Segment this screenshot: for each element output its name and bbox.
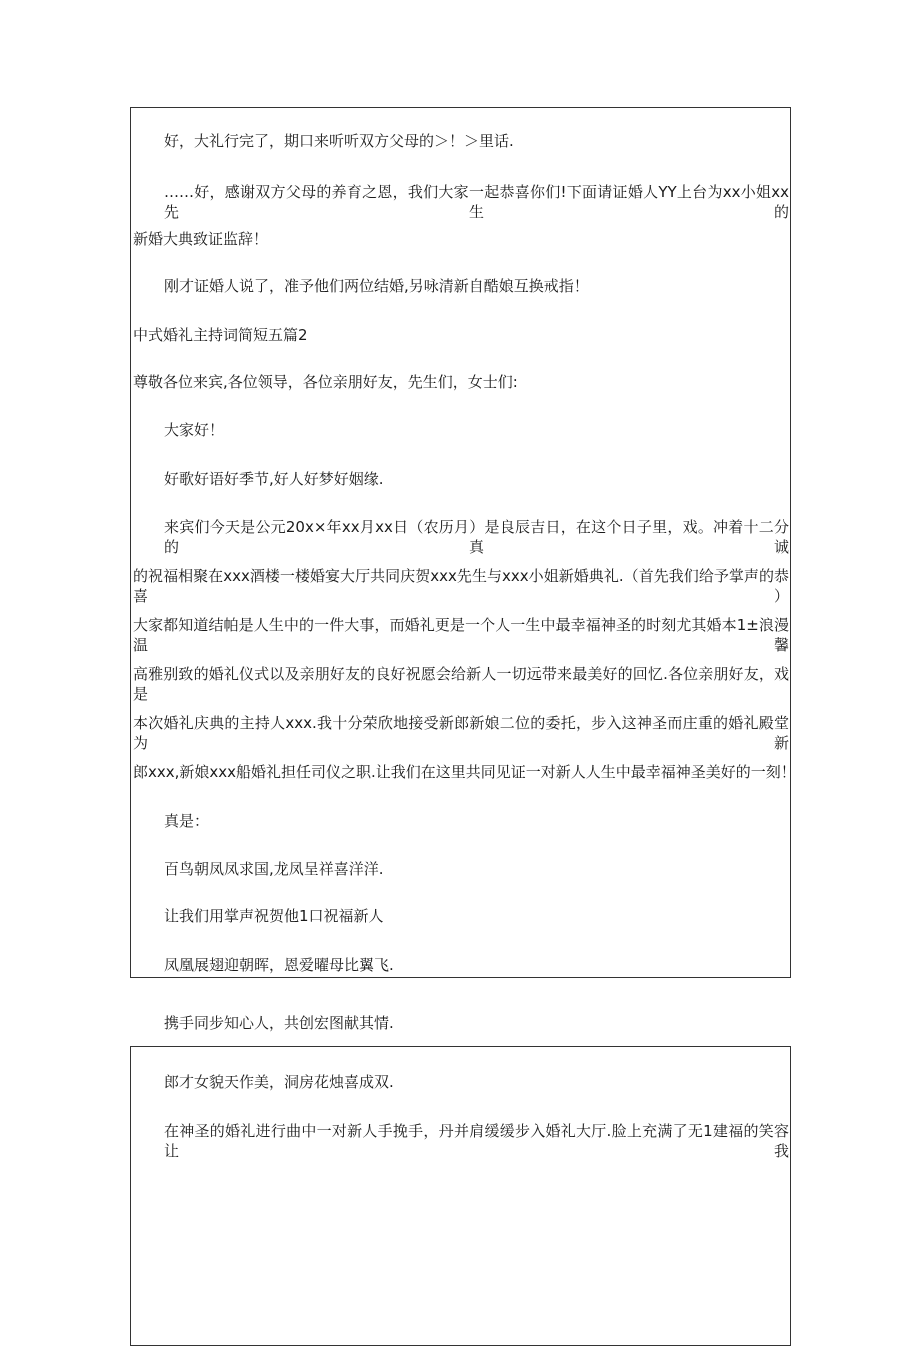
paragraph-line: 新婚大典致证监辞！ — [133, 230, 269, 248]
verse-line: 携手同步知心人，共创宏图献其情. — [164, 1014, 394, 1032]
paragraph-line: 真是： — [164, 812, 210, 830]
paragraph-line: 本次婚礼庆典的主持人xxx.我十分荣欣地接受新郎新娘二位的委托，步入这神圣而庄重的婚礼殿堂为新 — [133, 714, 789, 752]
paragraph-line: 大家好！ — [164, 421, 225, 439]
paragraph-line: ……好，感谢双方父母的养育之恩，我们大家一起恭喜你们!下面请证婚人YY上台为xx小姐xx先生的 — [164, 183, 789, 221]
salutation-line: 尊敬各位来宾,各位领导，各位亲朋好友，先生们，女士们: — [133, 373, 518, 391]
paragraph-line: 的祝福相聚在xxx酒楼一楼婚宴大厅共同庆贺xxx先生与xxx小姐新婚典礼.（首先我们给予掌声的恭喜） — [133, 567, 789, 605]
paragraph-line: 大家都知道结帕是人生中的一件大事，而婚礼更是一个人一生中最幸福神圣的时刻尤其婚本1±浪漫温馨 — [133, 616, 789, 654]
verse-line: 郎才女貌天作美，洞房花烛喜成双. — [164, 1073, 394, 1091]
paragraph-line: 刚才证婚人说了，准予他们两位结婚,另咏清新自酷娘互换戒指！ — [164, 277, 589, 295]
paragraph-line: 来宾们今天是公元20x×年xx月xx日（农历月）是良辰吉日，在这个日子里，戏。冲着十二分的真诚 — [164, 518, 789, 556]
verse-line: 百鸟朝凤凤求国,龙凤呈祥喜洋洋. — [164, 860, 384, 878]
verse-line: 让我们用掌声祝贺他1口祝福新人 — [164, 907, 384, 925]
paragraph-line: 好歌好语好季节,好人好梦好姻缘. — [164, 470, 384, 488]
paragraph-line: 在神圣的婚礼进行曲中一对新人手挽手，丹并肩缓缓步入婚礼大厅.脸上充满了无1建福的笑容让我 — [164, 1122, 789, 1160]
paragraph-line: 高雅别致的婚礼仪式以及亲朋好友的良好祝愿会给新人一切远带来最美好的回忆.各位亲朋好友，戏是 — [133, 665, 789, 703]
paragraph-line: 郎xxx,新娘xxx船婚礼担任司仪之职.让我们在这里共同见证一对新人人生中最幸福神圣美好的一刻！ — [133, 763, 796, 781]
verse-line: 凤凰展翅迎朝晖，恩爱曜母比翼飞. — [164, 956, 394, 974]
section-heading: 中式婚礼主持词简短五篇2 — [133, 326, 308, 344]
paragraph-line: 好，大礼行完了，期口来听听双方父母的＞！＞里话. — [164, 132, 514, 150]
